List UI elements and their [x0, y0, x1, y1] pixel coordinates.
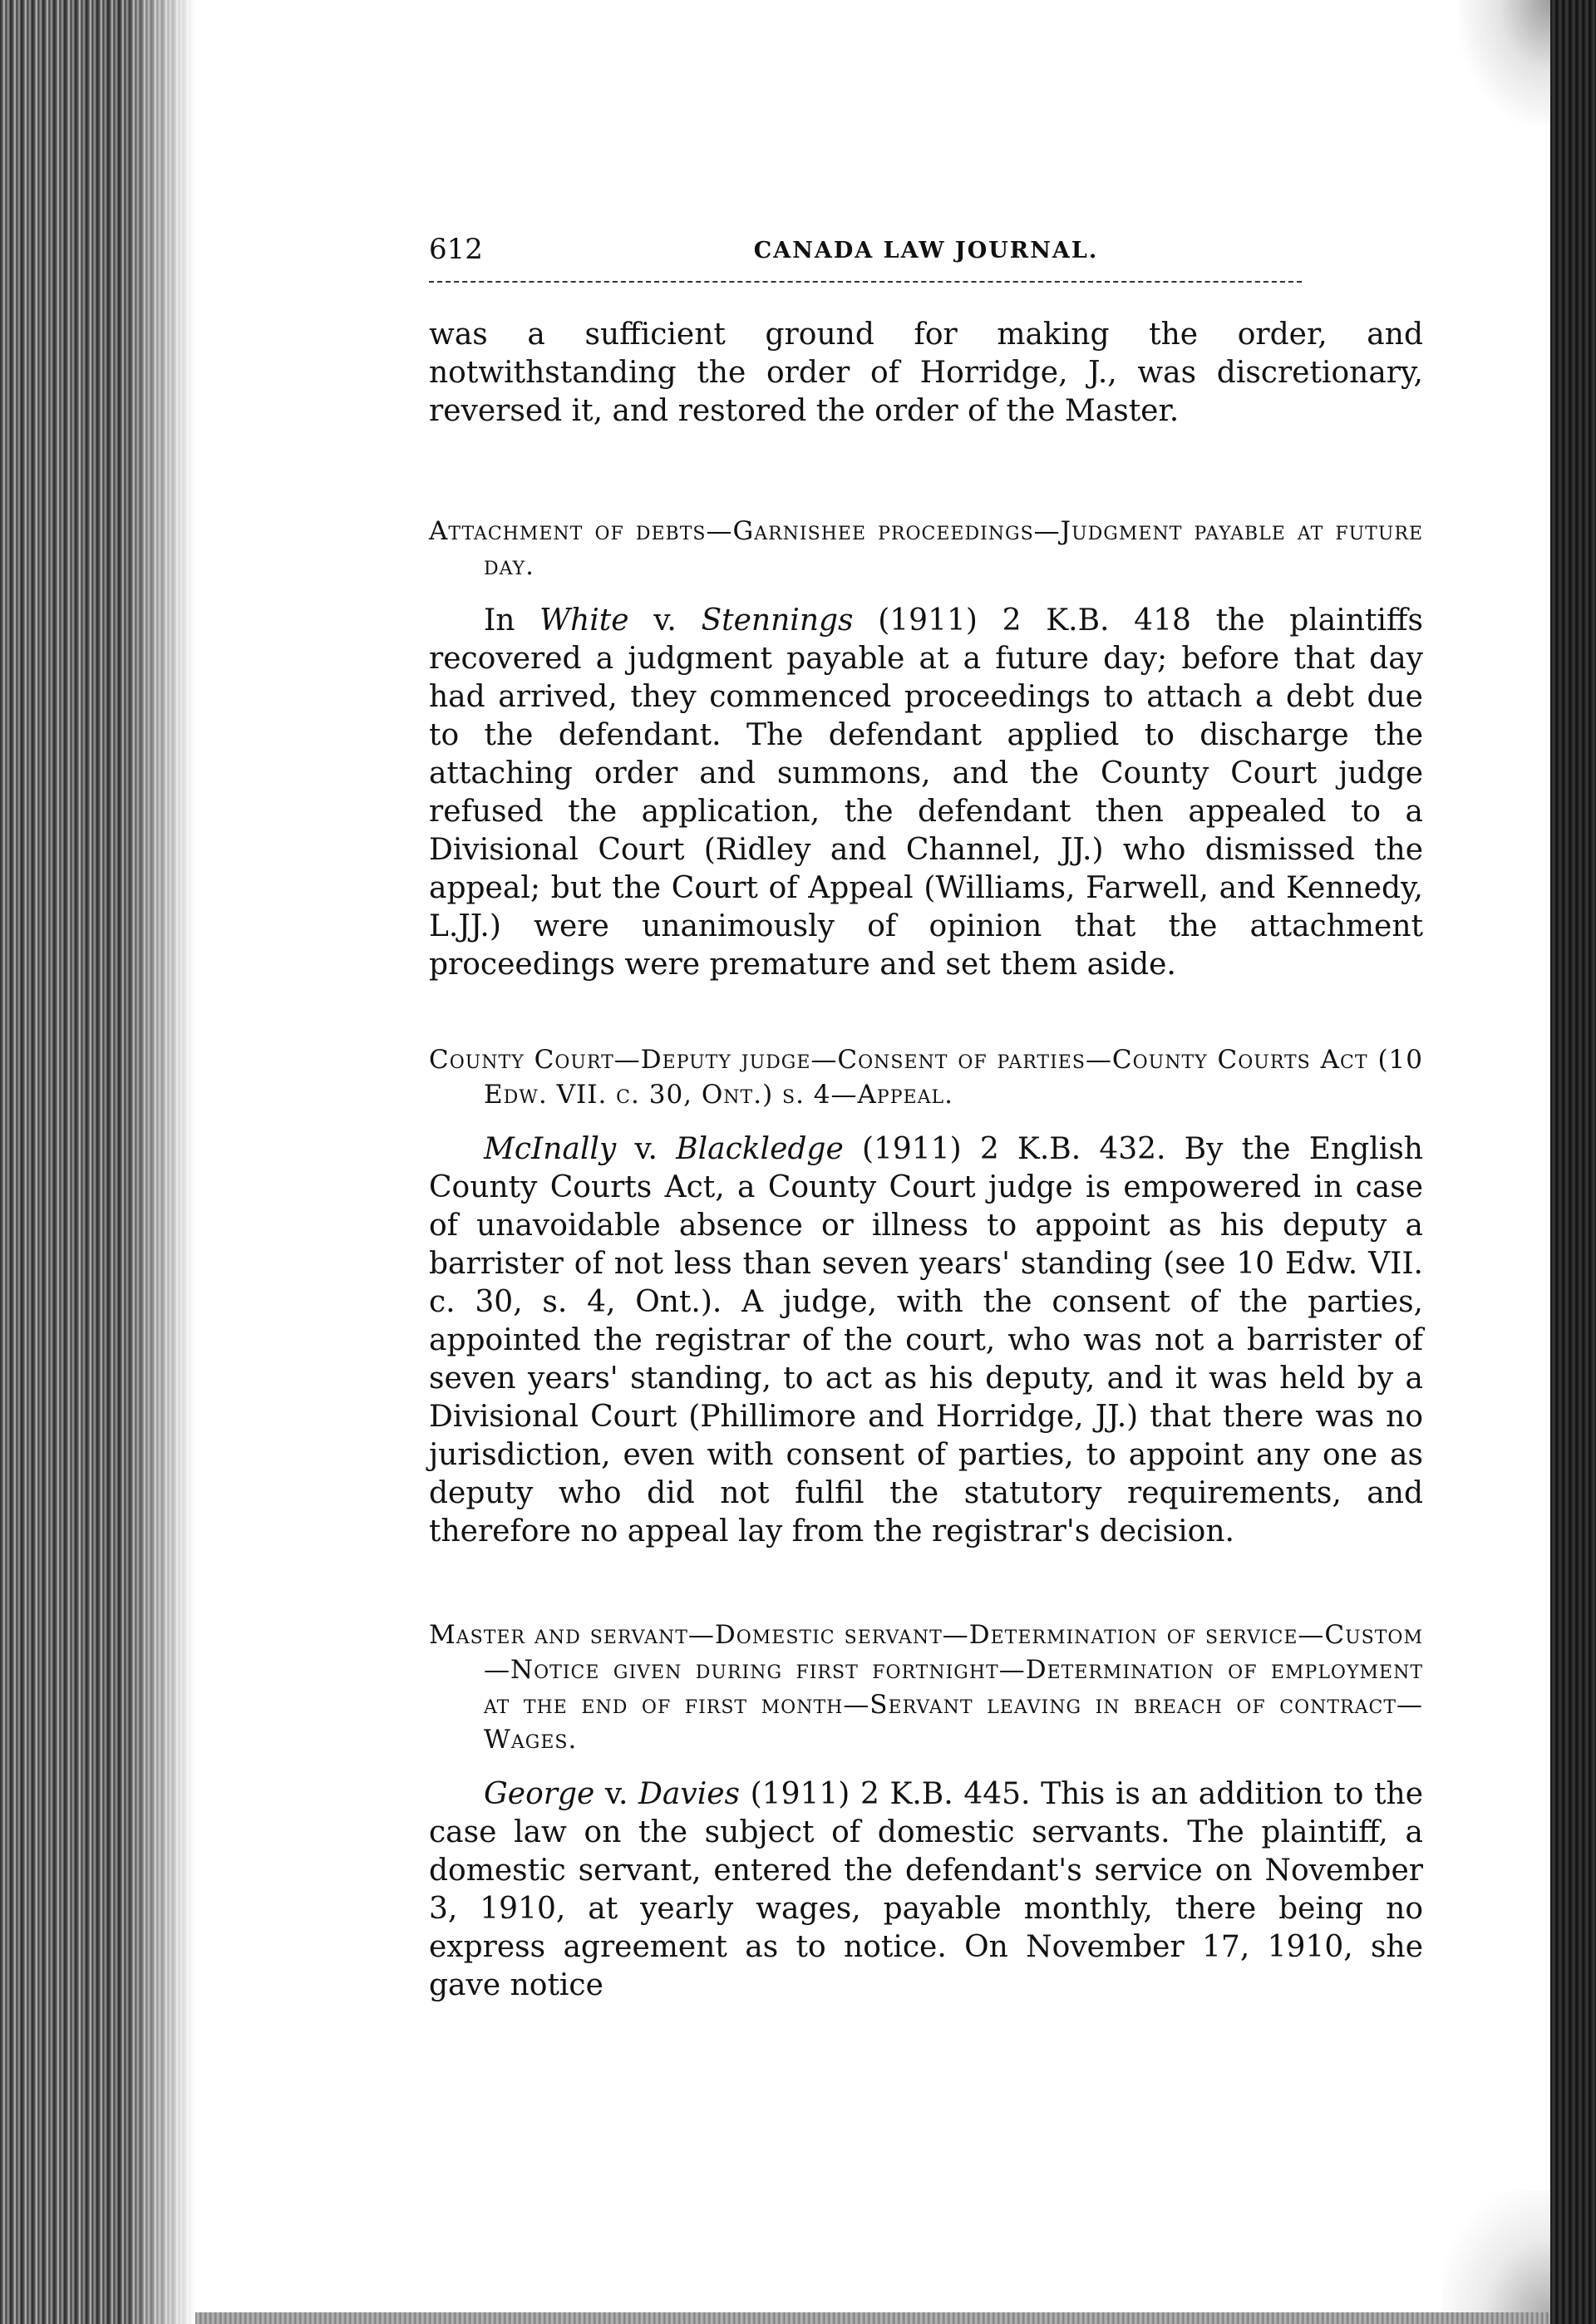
versus: v. — [628, 603, 702, 638]
continued-paragraph: was a sufficient ground for making the order, and notwithstanding the order of Horridge, J., was discretionary, reversed it, and restored the order of the Master. — [429, 318, 1423, 428]
scan-left-edge — [0, 0, 195, 2324]
header-rule — [429, 281, 1302, 283]
case-name-plaintiff: White — [539, 603, 629, 638]
scan-bottom-edge — [195, 2312, 1550, 2324]
case-name-defendant: Stennings — [701, 603, 854, 638]
section-heading-county-court: County Court—Deputy judge—Consent of parties—County Courts Act (10 Edw. VII. c. 30, Ont.) s. 4—Appeal. — [429, 1045, 1423, 1110]
section-heading-master-servant: Master and servant—Domestic servant—Determination of service—Custom—Notice given during first fortnight—Determination of employment at the end of first month—Servant leaving in breach of contract—Wages. — [429, 1620, 1423, 1755]
case-name-plaintiff: George — [484, 1777, 595, 1811]
paragraph-body: (1911) 2 K.B. 432. By the English County Courts Act, a County Court judge is empowered in case of unavoidable absence or illness to appoint as his deputy a barrister of not less than seven years' standing (see 10 Edw. VII. c. 30, s. 4, Ont.). A judge, with the consent of the parties, appointed the registrar of the court, who was not a barrister of seven years' standing, to act as his deputy, and it was held by a Divisional Court (Phillimore and Horridge, JJ.) that there was no jurisdiction, even with consent of parties, to appoint any one as deputy who did not fulfil the statutory requirements, and therefore no appeal lay from the registrar's decision. — [429, 1132, 1423, 1549]
paragraph-body: (1911) 2 K.B. 418 the plaintiffs recovered a judgment payable at a future day; before that day had arrived, they commenced proceedings to attach a debt due to the defendant. The defendant applied to discharge the attaching order and summons, and the County Court judge refused the application, the defendant then appealed to a Divisional Court (Ridley and Channel, JJ.) who dismissed the appeal; but the Court of Appeal (Williams, Farwell, and Kennedy, L.JJ.) were unanimously of opinion that the attachment proceedings were premature and set them aside. — [429, 603, 1423, 982]
versus: v. — [616, 1132, 677, 1166]
paragraph-george-v-davies — [429, 1775, 1423, 2005]
journal-title: CANADA LAW JOURNAL. — [753, 238, 1099, 263]
paragraph-white-v-stennings — [429, 602, 1423, 984]
case-name-defendant: Blackledge — [676, 1132, 844, 1166]
book-page — [429, 224, 1423, 2005]
scan-right-edge — [1550, 0, 1596, 2324]
paragraph-lead: In — [484, 603, 540, 638]
running-head — [429, 224, 1423, 274]
case-name-defendant: Davies — [638, 1777, 741, 1811]
section-heading-attachment: Attachment of debts—Garnishee proceedings—Judgment payable at future day. — [429, 516, 1423, 581]
page-number: 612 — [429, 233, 483, 266]
case-name-plaintiff: McInally — [484, 1132, 617, 1166]
scan-bottom-smudge — [1442, 2191, 1550, 2324]
paragraph-mcinally-v-blackledge — [429, 1130, 1423, 1551]
scan-corner-smudge — [1459, 0, 1550, 125]
versus: v. — [594, 1777, 639, 1811]
paragraph-body: (1911) 2 K.B. 445. This is an addition to the case law on the subject of domestic servants. The plaintiff, a domestic servant, entered the defendant's service on November 3, 1910, at yearly wages, payable monthly, there being no express agreement as to notice. On November 17, 1910, she gave notice — [429, 1777, 1423, 2002]
